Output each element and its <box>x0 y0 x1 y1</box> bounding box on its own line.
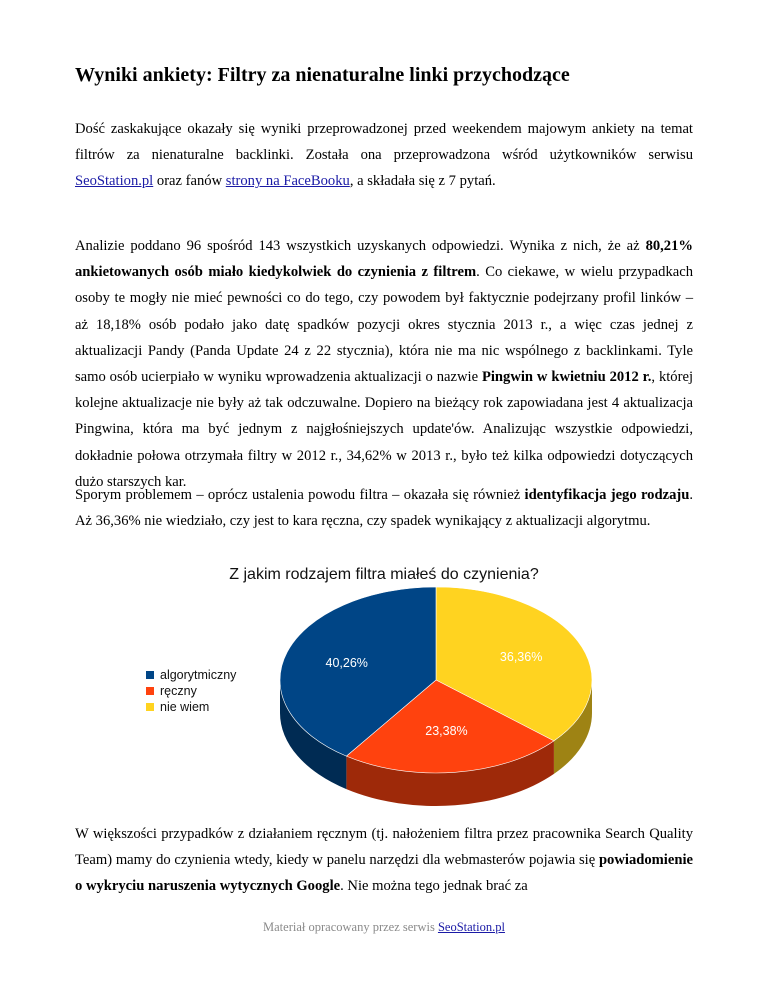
paragraph-identification-text-1: Sporym problemem – oprócz ustalenia powodu filtra – okazała się również <box>75 487 525 503</box>
legend-item-nie-wiem <box>146 699 236 715</box>
footer-seostation-link[interactable]: SeoStation.pl <box>437 920 505 934</box>
paragraph-identification-bold: identyfikacja jego rodzaju <box>524 487 690 503</box>
paragraph-analysis-bold-1: 80,21% ankietowanych osób miało kiedykolwiek do czynienia z filtrem <box>75 238 693 281</box>
document-title: Wyniki ankiety: Filtry za nienaturalne linki przychodzące <box>75 64 570 86</box>
paragraph-identification-text-2: . Aż 36,36% nie wiedziało, czy jest to kara ręczna, czy spadek wynikający z aktualizacji algorytmu. <box>75 487 693 530</box>
page-footer <box>0 920 768 935</box>
facebook-page-link[interactable]: strony na FaceBooku <box>225 173 350 190</box>
chart-legend <box>146 667 236 715</box>
paragraph-intro-text-1: Dość zaskakujące okazały się wyniki przeprowadzonej przed weekendem majowym ankiety na temat filtrów za nienaturalne backlinki. Została ona przeprowadzona wśród użytkowników serwisu <box>75 121 693 164</box>
paragraph-manual-action-bold: powiadomienie o wykryciu naruszenia wytycznych Google <box>75 852 693 895</box>
pie-label-algorytmiczny: 40,26% <box>325 656 368 671</box>
seostation-link[interactable]: SeoStation.pl <box>75 173 154 190</box>
legend-item-reczny <box>146 683 236 699</box>
paragraph-intro-text-3: , a składała się z 7 pytań. <box>349 173 496 190</box>
paragraph-intro-text-2: oraz fanów <box>153 173 226 190</box>
legend-swatch-nie-wiem <box>146 703 154 711</box>
legend-swatch-algorytmiczny <box>146 671 154 679</box>
legend-label-reczny: ręczny <box>160 684 197 698</box>
paragraph-manual-action-text-2: . Nie można tego jednak brać za <box>340 878 528 895</box>
pie-label-nie-wiem: 36,36% <box>499 649 543 664</box>
legend-swatch-reczny <box>146 687 154 695</box>
paragraph-manual-action-text-1: W większości przypadków z działaniem ręcznym (tj. nałożeniem filtra przez pracownika Search Quality Team) mamy do czynienia wtedy, kiedy w panelu narzędzi dla webmasterów pojawia się <box>75 826 693 869</box>
paragraph-manual-action <box>75 821 693 900</box>
pie-label-reczny: 23,38% <box>425 723 468 738</box>
footer-text: Materiał opracowany przez serwis <box>263 920 438 934</box>
paragraph-analysis-text-3: , której kolejne aktualizacje nie były aż tak odczuwalne. Dopiero na bieżący rok zapowiadana jest 4 aktualizacja Pingwina, która ma być jednym z najgłośniejszych update'ów. Analizując wszystkie odpowiedzi, dokładnie połowa otrzymała filtry w 2012 r., 34,62% w 2013 r., było też kilka odpowiedzi dotyczących dużo starszych kar. <box>75 369 693 490</box>
chart-title: Z jakim rodzajem filtra miałeś do czynienia? <box>229 566 539 583</box>
legend-label-nie-wiem: nie wiem <box>160 700 210 714</box>
paragraph-analysis-text-1: Analizie poddano 96 spośród 143 wszystkich uzyskanych odpowiedzi. Wynika z nich, że aż <box>75 238 646 254</box>
legend-item-algorytmiczny <box>146 667 236 683</box>
legend-label-algorytmiczny: algorytmiczny <box>160 668 237 682</box>
paragraph-analysis-bold-2: Pingwin w kwietniu 2012 r. <box>481 369 652 386</box>
paragraph-analysis-text-2: . Co ciekawe, w wielu przypadkach osoby te mogły nie mieć pewności co do tego, czy powodem był faktycznie podejrzany profil linków – aż 18,18% osób podało jako datę spadków pozycji okres stycznia 2013 r., a więc czas jednej z aktualizacji Pandy (Panda Update 24 z 22 stycznia), która nie ma nic wspólnego z backlinkami. Tyle samo osób ucierpiało w wyniku wprowadzenia aktualizacji o nazwie <box>75 264 693 386</box>
